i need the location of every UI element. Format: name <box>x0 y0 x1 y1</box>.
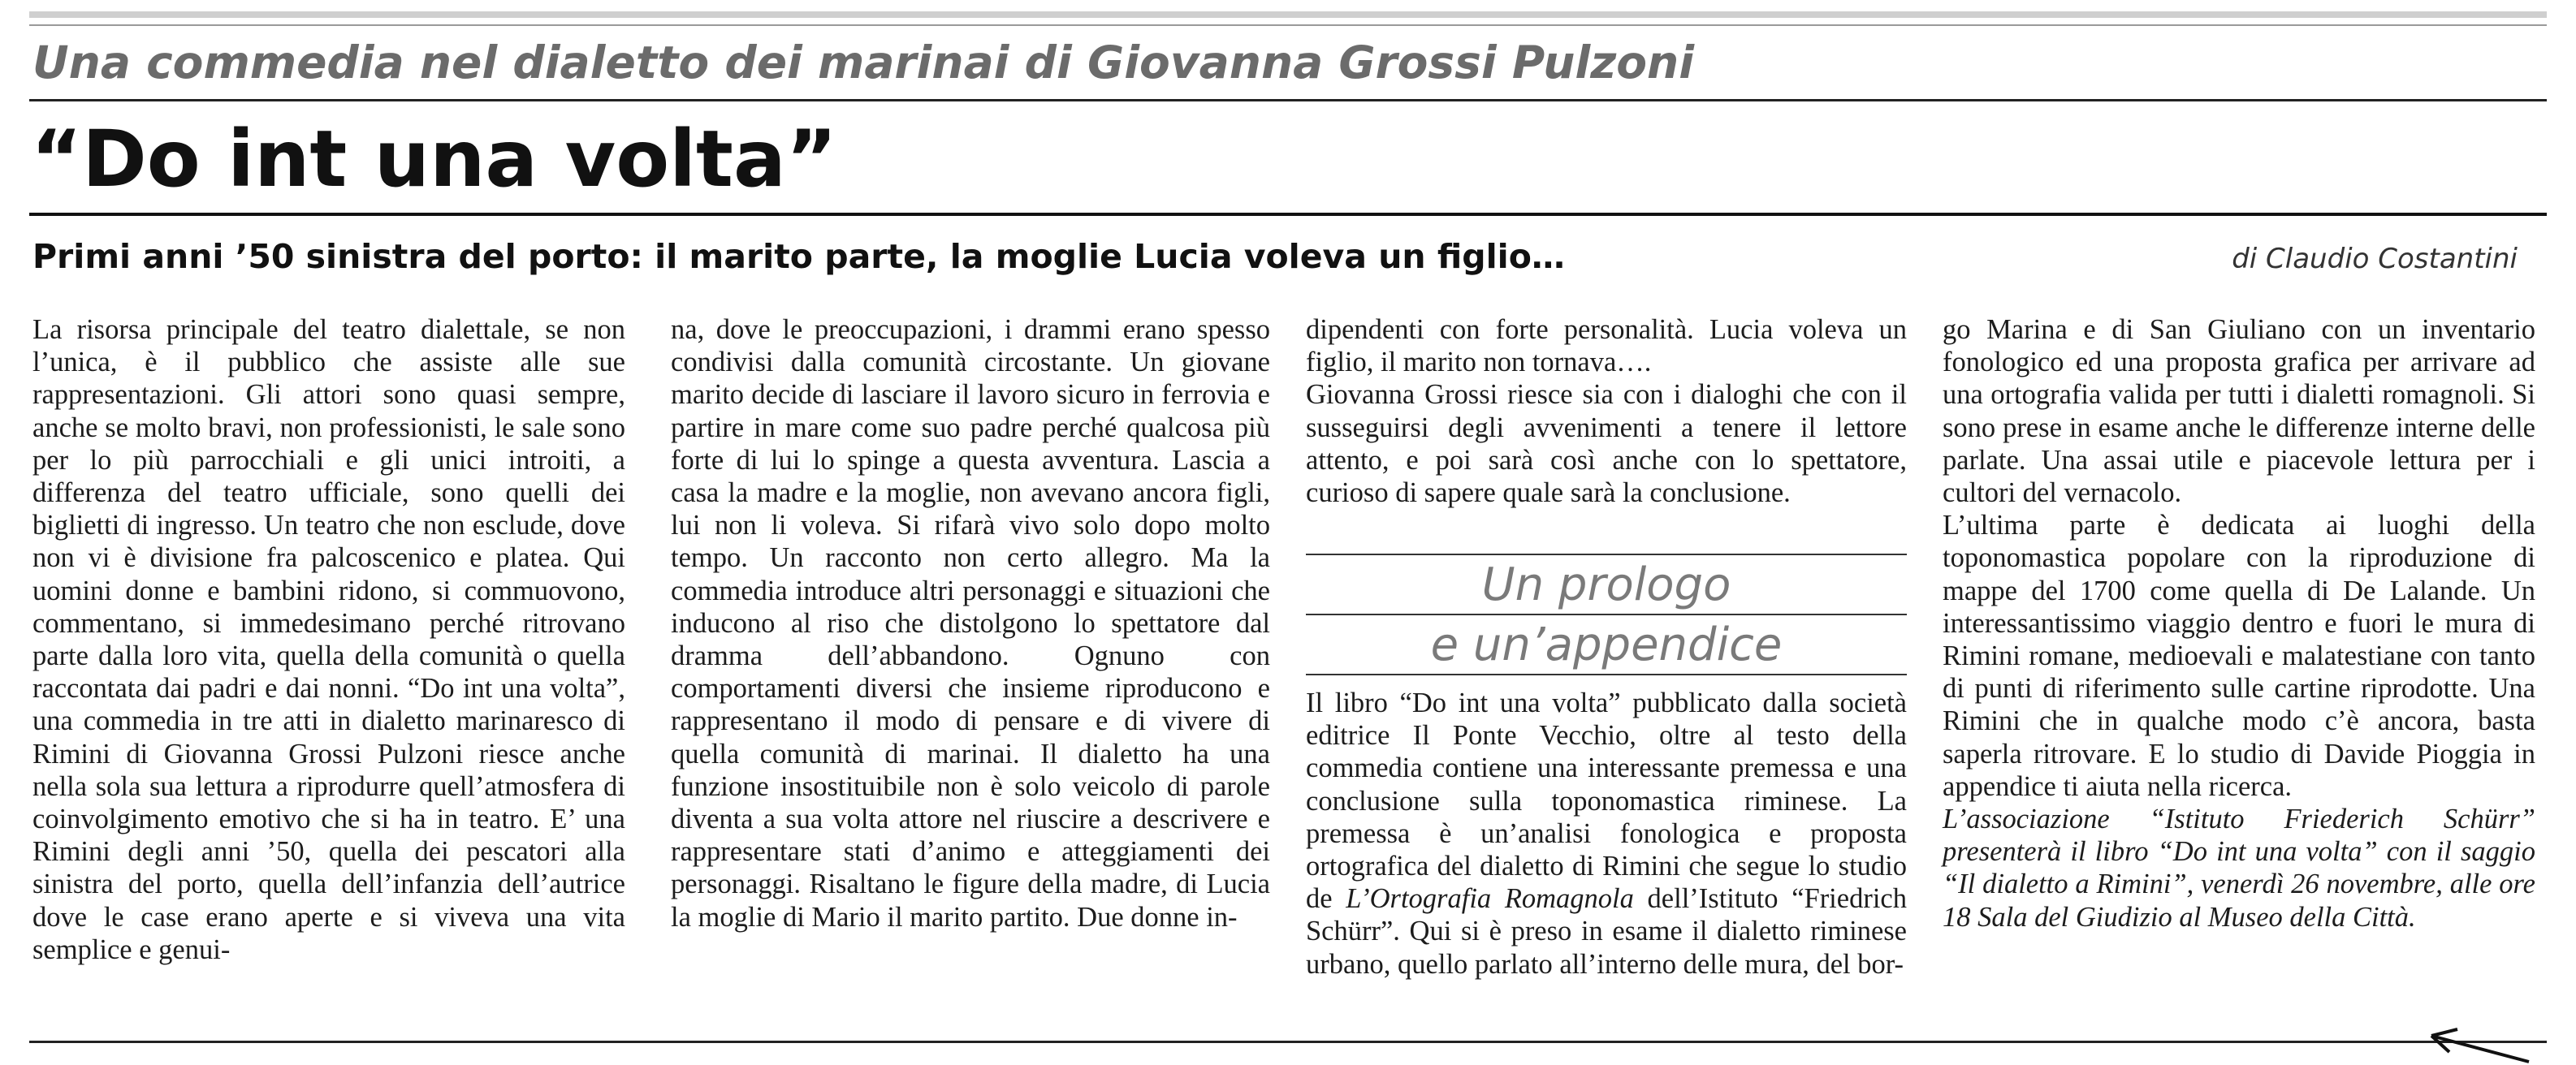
event-note: L’associazione “Istituto Friederich Schürr” presenterà il libro “Do int una volta” con il saggio “Il dialetto a Rimini”, venerdì 26 novembre, alle ore 18 Sala del Giudizio al Museo della Città. <box>1943 804 2535 933</box>
article-subtitle: Primi anni ’50 sinistra del porto: il marito parte, la moglie Lucia voleva un figlio… <box>32 237 1565 276</box>
column-3-text-b: dell’Istituto “Friedrich Schürr”. Qui si è preso in esame il dialetto riminese urbano, quello parlato all’interno delle mura, del bor- <box>1306 883 1907 980</box>
column-3-text-a: Il libro “Do int una volta” pubblicato dalla società editrice Il Ponte Vecchio, oltre al testo della commedia contiene una interessante premessa e una conclusione sulla toponomastica riminese. La premessa è un’analisi fonologica e proposta ortografica del dialetto di Rimini che segue lo studio de <box>1306 688 1907 915</box>
column-2 <box>671 313 1270 933</box>
box-title-line-2: e un’appendice <box>1430 619 1783 671</box>
box-title-line-1: Un prologo <box>1481 558 1731 611</box>
column-1-text: La risorsa principale del teatro dialettale, se non l’unica, è il pubblico che assiste alle sue rappresentazioni. Gli attori sono quasi sempre, anche se molto bravi, non professionisti, le sale sono per lo più parrocchiali e gli unici introiti, a differenza del teatro ufficiale, sono quelli dei biglietti di ingresso. Un teatro che non esclude, dove non vi è divisione fra palcoscenico e platea. Qui uomini donne e bambini ridono, si commuovono, commentano, si immedesimano perché ritrovano parte dalla loro vita, quella della comunità o quella raccontata dai padri e dai nonni. “Do int una volta”, una commedia in tre atti in dialetto marinaresco di Rimini di Giovanna Grossi Pulzoni riesce anche nella sola sua lettura a riprodurre quell’atmosfera di coinvolgimento emotivo che si ha in teatro. E’ una Rimini degli anni ’50, quella dei pescatori alla sinistra del porto, quella dell’infanzia dell’autrice dove le case erano aperte e si viveva una vita semplice e genui- <box>32 314 625 965</box>
column-2-text: na, dove le preoccupazioni, i drammi erano spesso condivisi dalla comunità circostante. Un giovane marito decide di lasciare il lavoro sicuro in ferrovia e partire in mare come suo padre perché qualcosa più forte di lui lo spinge a questa avventura. Lascia a casa la madre e la moglie, non avevano ancora figli, lui non li voleva. Si rifarà vivo solo dopo molto tempo. Un racconto non certo allegro. Ma la commedia introduce altri personaggi e situazioni che inducono al riso che distolgono lo spettatore dal dramma dell’abbandono. Ognuno con comportamenti diversi che insieme riproducono e rappresentano il modo di pensare e di vivere di quella comunità di marinai. Il dialetto ha una funzione insostituibile non è solo veicolo di parole diventa a sua volta attore nel riuscire a descrivere e rappresentare stati d’animo e atteggiamenti dei personaggi. Risaltano le figure della madre, di Lucia la moglie di Mario il marito partito. Due donne in- <box>671 314 1270 933</box>
column-1 <box>32 313 625 966</box>
corner-arrow-icon <box>2428 1026 2534 1065</box>
bottom-rule <box>29 1041 2547 1043</box>
column-3-top <box>1306 313 1907 509</box>
top-decorative-rule <box>29 11 2547 18</box>
kicker-divider <box>29 99 2547 101</box>
article-byline: di Claudio Costantini <box>2232 243 2518 275</box>
column-3-paragraph-3 <box>1306 687 1907 981</box>
column-3-paragraph-2: Giovanna Grossi riesce sia con i dialoghi che con il susseguirsi degli avvenimenti a tenere il lettore attento, e poi sarà così anche con lo spettatore, curioso di sapere quale sarà la conclusione. <box>1306 379 1907 509</box>
column-3-bottom <box>1306 687 1907 981</box>
article-kicker: Una commedia nel dialetto dei marinai di Giovanna Grossi Pulzoni <box>32 37 1695 88</box>
top-thin-rule <box>29 24 2547 26</box>
column-3-paragraph-1: dipendenti con forte personalità. Lucia voleva un figlio, il marito non tornava…. <box>1306 314 1907 378</box>
column-4 <box>1943 313 2535 933</box>
box-bottom-rule <box>1306 674 1907 675</box>
column-3-italic-title: L’Ortografia Romagnola <box>1346 883 1634 915</box>
article-title: “Do int una volta” <box>31 114 837 205</box>
box-middle-rule <box>1306 614 1907 615</box>
title-divider <box>29 213 2547 216</box>
box-top-rule <box>1306 554 1907 555</box>
column-4-paragraph-2: L’ultima parte è dedicata ai luoghi della toponomastica popolare con la riproduzione di mappe del 1700 come quella di De Lalande. Un interessantissimo viaggio dentro e fuori le mura di Rimini romane, medioevali e malatestiane con tanto di punti di riferimento sulle cartine riprodotte. Una Rimini che in qualche modo c’è ancora, basta saperla ritrovare. E lo studio di Davide Pioggia in appendice ti aiuta nella ricerca. <box>1943 510 2535 802</box>
column-4-paragraph-1: go Marina e di San Giuliano con un inventario fonologico ed una proposta grafica per arrivare ad una ortografia valida per tutti i dialetti romagnoli. Si sono prese in esame anche le differenze interne delle parlate. Una assai utile e piacevole lettura per i cultori del vernacolo. <box>1943 314 2535 509</box>
